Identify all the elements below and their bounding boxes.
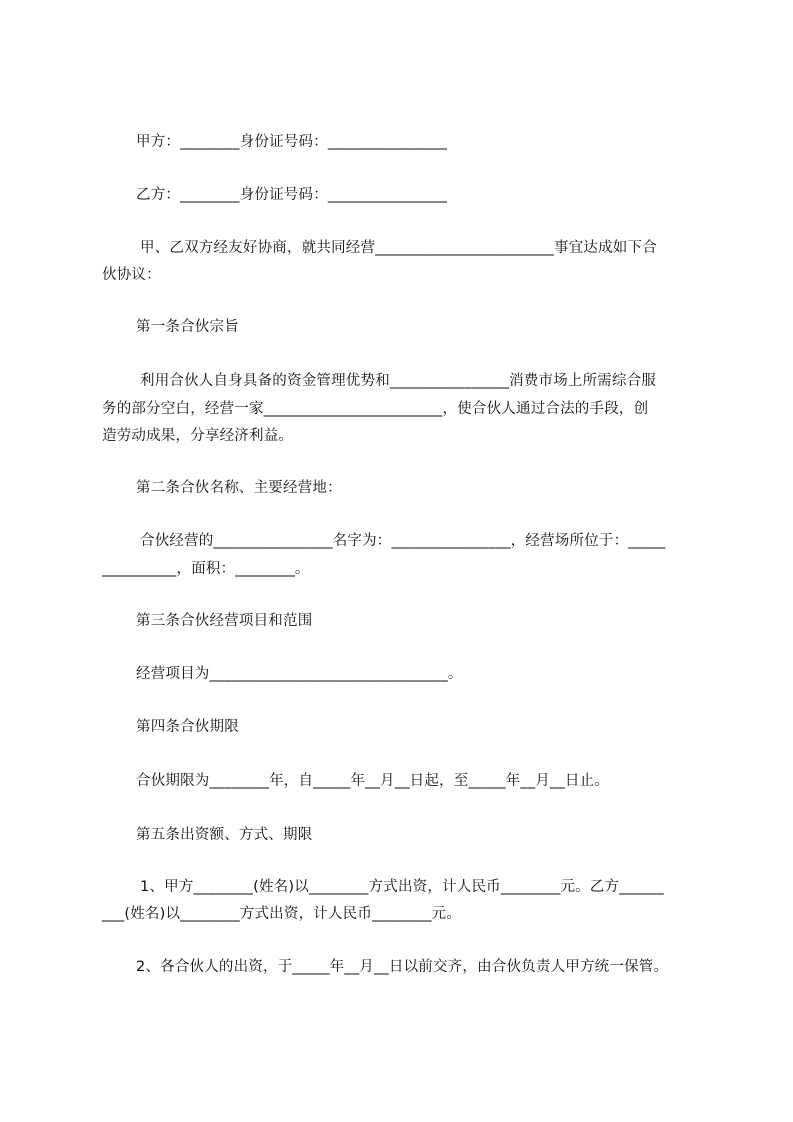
article-1-paragraph-line-2: 务的部分空白，经营一家________________________，使合伙人通过合法的手段，创	[102, 401, 649, 417]
article-4-title: 第四条合伙期限	[136, 719, 239, 735]
intro-line-1: 甲、乙双方经友好协商，就共同经营________________________事宜达成如下合	[140, 240, 657, 256]
article-1-paragraph-line-1: 利用合伙人自身具备的资金管理优势和________________消费市场上所需综合服	[140, 373, 657, 389]
article-3-paragraph: 经营项目为________________________________。	[136, 666, 463, 682]
party-b-line: 乙方：________身份证号码：________________	[136, 187, 448, 203]
party-a-line: 甲方：________身份证号码：________________	[136, 134, 448, 150]
article-2-paragraph-line-2: __________，面积：________。	[102, 561, 310, 577]
article-3-title: 第三条合伙经营项目和范围	[136, 613, 313, 629]
article-2-title: 第二条合伙名称、主要经营地：	[136, 480, 342, 496]
article-1-title: 第一条合伙宗旨	[136, 319, 239, 335]
intro-line-2: 伙协议：	[102, 267, 161, 283]
article-5-item-1-line-2: ___(姓名)以________方式出资，计人民币________元。	[102, 906, 462, 922]
article-4-paragraph: 合伙期限为________年，自_____年__月__日起，至_____年__月__日止。	[136, 773, 609, 789]
article-5-item-2: 2、各合伙人的出资，于_____年__月__日以前交齐，由合伙负责人甲方统一保管。	[136, 959, 669, 975]
article-5-item-1-line-1: 1、甲方________(姓名)以________方式出资，计人民币________元。乙方______	[140, 879, 664, 895]
article-2-paragraph-line-1: 合伙经营的________________名字为：________________，经营场所位于：_____	[140, 533, 666, 549]
article-5-title: 第五条出资额、方式、期限	[136, 827, 313, 843]
article-1-paragraph-line-3: 造劳动成果，分享经济利益。	[102, 428, 294, 444]
